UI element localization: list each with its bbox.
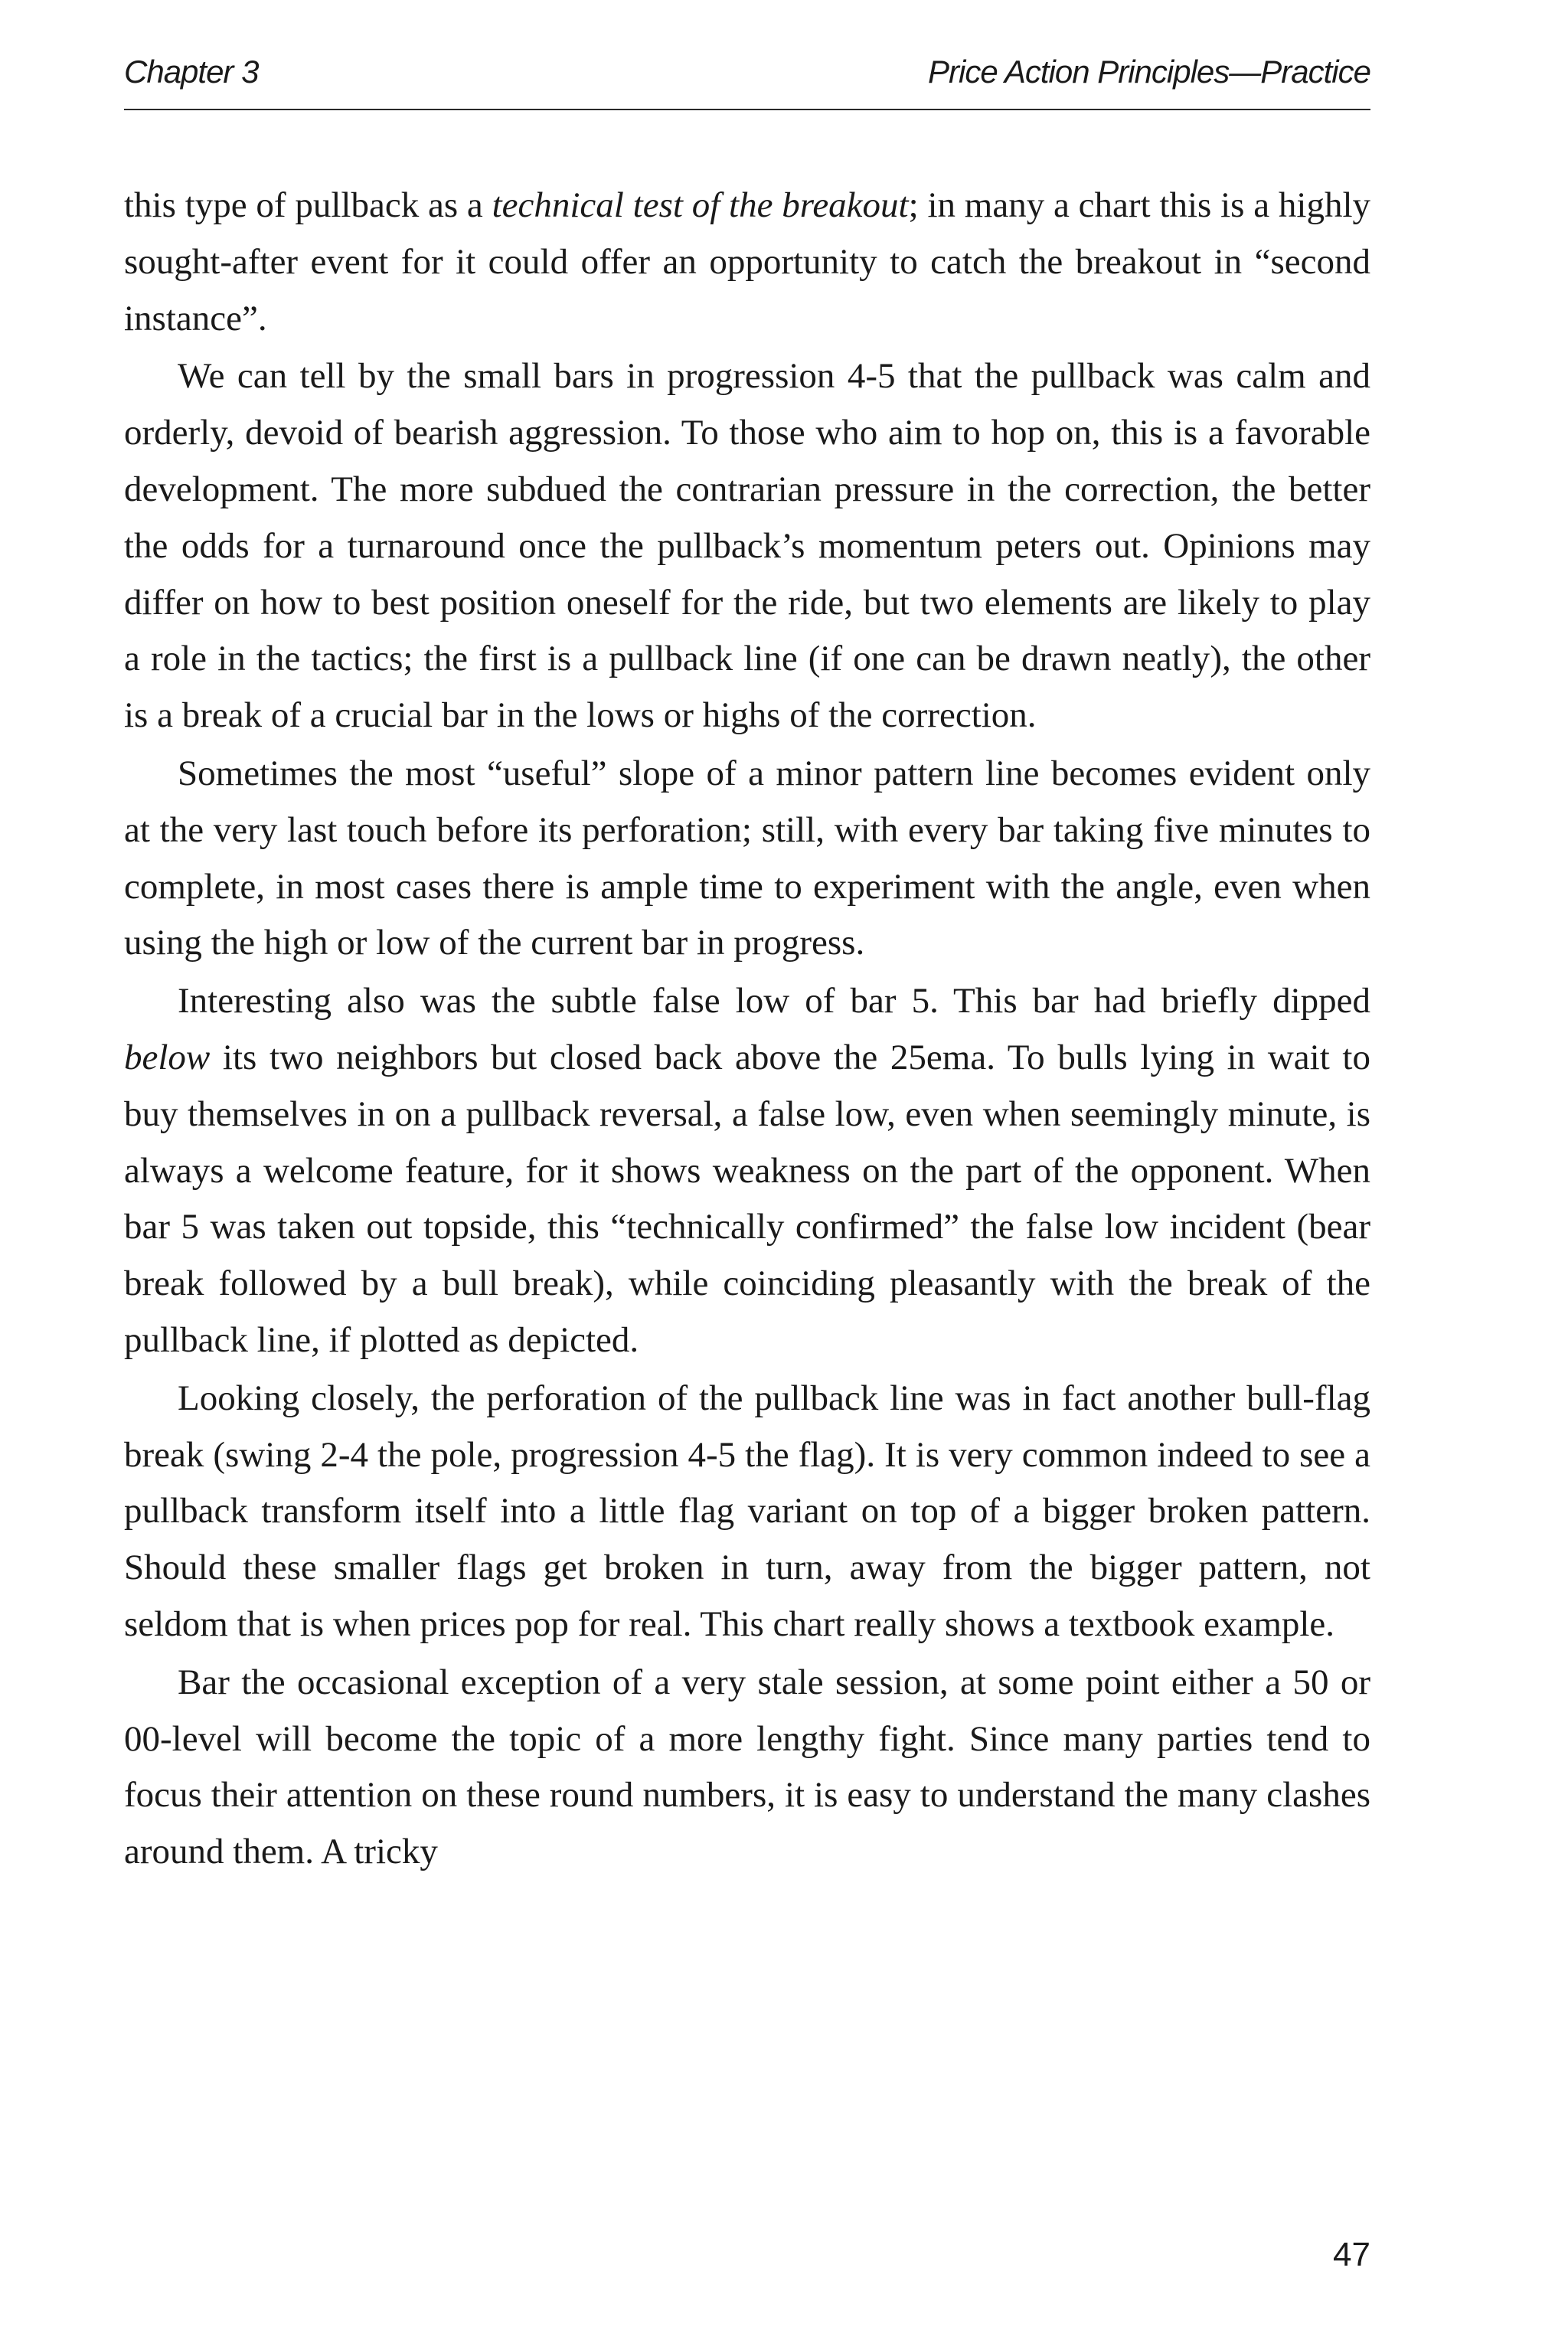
paragraph-4-emphasis: below (124, 1037, 211, 1077)
chapter-label: Chapter 3 (124, 54, 259, 90)
body-text (124, 178, 1370, 1882)
page-number: 47 (1333, 2236, 1370, 2273)
paragraph-1-part-3: ; in many a chart this is a highly sought-after event for it could offer an opportunity to catch the breakout in “second instance”. (124, 185, 1371, 338)
paragraph-continued (124, 178, 1370, 347)
paragraph-4 (124, 973, 1370, 1369)
paragraph-1-part-1: this type of pullback as a (124, 185, 492, 225)
paragraph-4-part-1: Interesting also was the subtle false low of bar 5. This bar had briefly dipped (178, 981, 1370, 1022)
paragraph-3: Sometimes the most “useful” slope of a minor pattern line becomes evident only at the very last touch before its perforation; still, with every bar taking five minutes to complete, in most cases there is ample time to experiment with the angle, even when using the high or low of the current bar in progress. (124, 753, 1370, 963)
paragraph-4-part-3: its two neighbors but closed back above the 25ema. To bulls lying in wait to buy themselves in on a pullback reversal, a false low, even when seemingly minute, is always a welcome feature, for it shows weakness on the part of the opponent. When bar 5 was taken out topside, this “technically confirmed” the false low incident (bear break followed by a bull break), while coinciding pleasantly with the break of the pullback line, if plotted as depicted. (124, 1037, 1370, 1360)
running-head (124, 47, 1370, 103)
header-rule (124, 109, 1370, 110)
paragraph-5: Looking closely, the perforation of the pullback line was in fact another bull-flag break (swing 2-4 the pole, progression 4-5 the flag). It is very common indeed to see a pullback transform itself into a little flag variant on top of a bigger broken pattern. Should these smaller flags get broken in turn, away from the bigger pattern, not seldom that is when prices pop for real. This chart really shows a textbook example. (124, 1378, 1370, 1644)
paragraph-2: We can tell by the small bars in progression 4-5 that the pullback was calm and orderly, devoid of bearish aggression. To those who aim to hop on, this is a favorable development. The more subdued the contrarian pressure in the correction, the better the odds for a turnaround once the pullback’s momentum peters out. Opinions may differ on how to best position oneself for the ride, but two elements are likely to play a role in the tactics; the first is a pullback line (if one can be drawn neatly), the other is a break of a crucial bar in the lows or highs of the correction. (124, 356, 1370, 736)
paragraph-6: Bar the occasional exception of a very stale session, at some point either a 50 or 00-level will become the topic of a more lengthy fight. Since many parties tend to focus their attention on these round numbers, it is easy to understand the many clashes around them. A tricky (124, 1662, 1370, 1872)
paragraph-1-emphasis: technical test of the breakout (492, 185, 909, 225)
section-title: Price Action Principles—Practice (928, 54, 1370, 90)
